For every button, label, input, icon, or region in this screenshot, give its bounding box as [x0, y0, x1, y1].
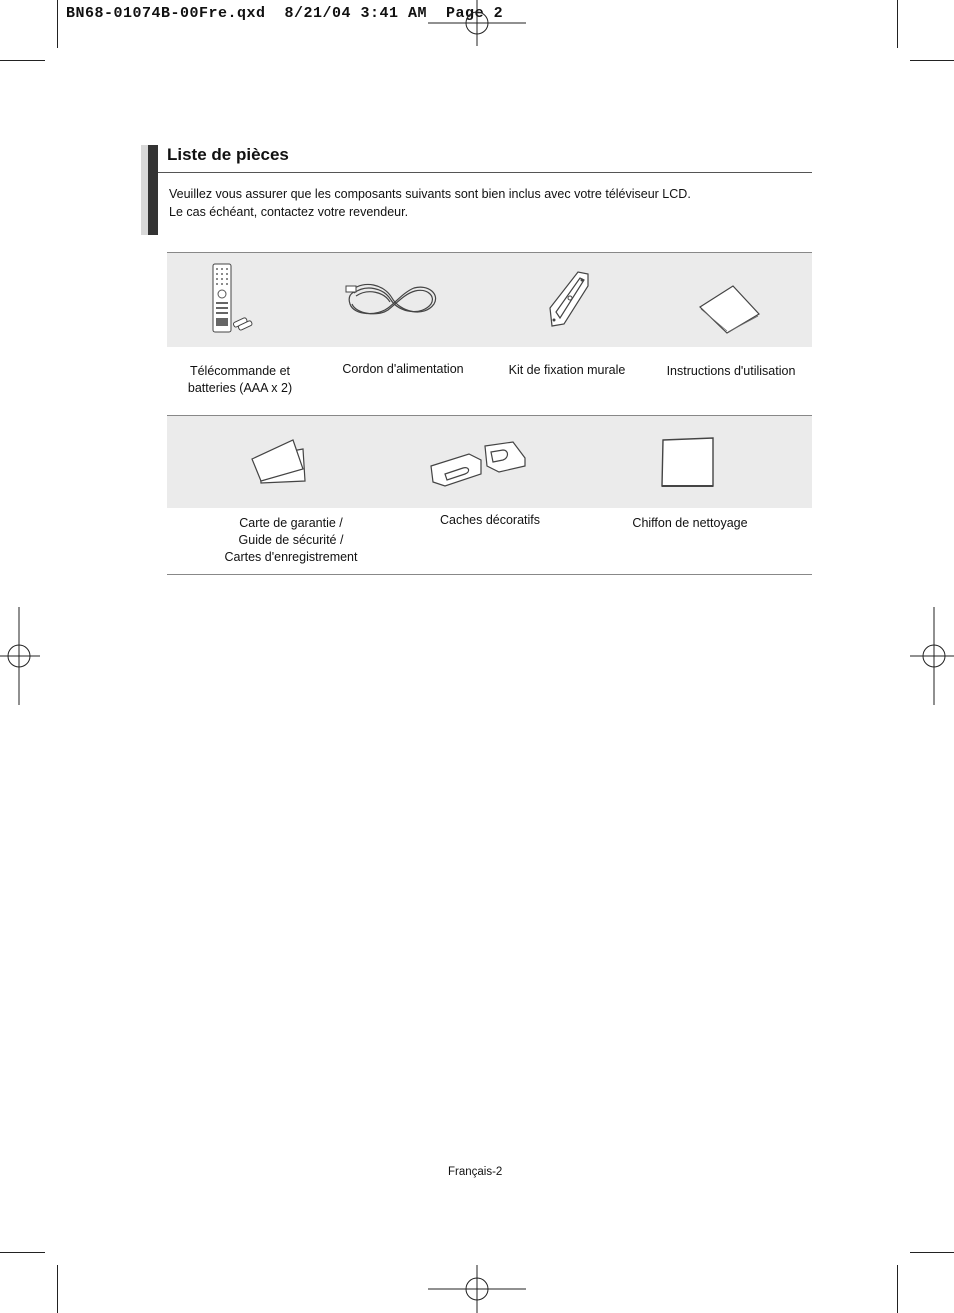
page-number: Français-2: [448, 1166, 503, 1178]
part-label-manual: Instructions d'utilisation: [666, 364, 796, 378]
intro-line: Le cas échéant, contactez votre revendeur.: [169, 205, 409, 219]
wall-mount-kit-icon: [544, 268, 594, 330]
registration-mark-bottom: [428, 1265, 526, 1313]
part-label-remote: Télécommande et batteries (AAA x 2): [187, 364, 293, 395]
registration-mark-right: [910, 607, 954, 705]
part-label-power-cord: Cordon d'alimentation: [342, 362, 464, 376]
power-cord-icon: [344, 280, 440, 318]
registration-mark-left: [0, 607, 40, 705]
print-header: BN68-01074B-00Fre.qxd 8/21/04 3:41 AM Page 2: [66, 5, 504, 22]
remote-control-icon: [205, 262, 257, 334]
section-title: Liste de pièces: [167, 145, 289, 164]
table-rule: [167, 574, 812, 575]
section-side-bar: [141, 145, 158, 235]
part-label-wall-mount: Kit de fixation murale: [508, 363, 626, 377]
cards-icon: [249, 437, 311, 487]
part-label-cards: Carte de garantie / Guide de sécurité / Cartes d'enregistrement: [224, 516, 358, 564]
manual-icon: [697, 283, 763, 335]
intro-line: Veuillez vous assurer que les composants suivants sont bien inclus avec votre téléviseur LCD.: [169, 187, 691, 201]
part-label-cleaning-cloth: Chiffon de nettoyage: [632, 516, 748, 530]
cleaning-cloth-icon: [658, 436, 718, 490]
title-divider: [158, 172, 812, 173]
section-intro: [169, 185, 691, 221]
part-label-decorative-covers: Caches décoratifs: [439, 513, 541, 527]
registration-mark-top: [428, 0, 526, 48]
decorative-covers-icon: [429, 438, 529, 490]
